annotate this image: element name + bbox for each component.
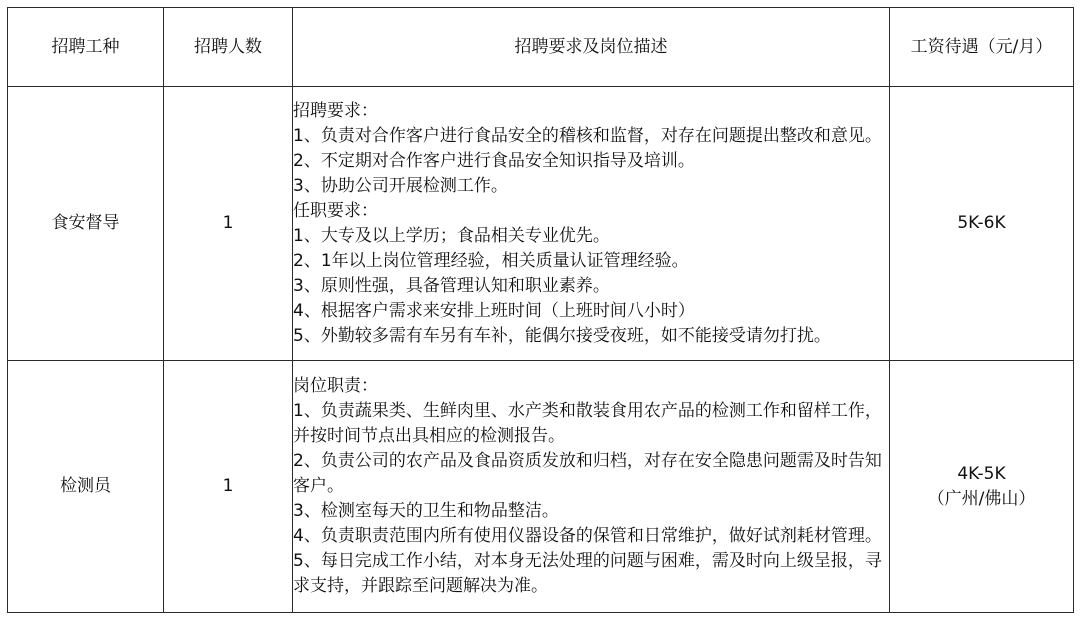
salary-cell xyxy=(890,87,1074,361)
header-count: 招聘人数 xyxy=(164,8,293,87)
recruitment-table xyxy=(7,7,1074,613)
description-line: 招聘要求： xyxy=(293,100,378,121)
table-row-food-safety-supervisor xyxy=(8,87,1074,361)
description-cell xyxy=(293,361,890,613)
position-cell: 食安督导 xyxy=(8,87,164,361)
description-line: 5、每日完成工作小结，对本身无法处理的问题与困难，需及时向上级呈报，寻求支持，并跟踪至问题解决为准。 xyxy=(293,551,882,596)
description-line: 岗位职责： xyxy=(293,376,378,396)
salary-value: 4K-5K xyxy=(957,463,1006,484)
description-line: 3、协助公司开展检测工作。 xyxy=(293,175,508,196)
description-line: 4、负责职责范围内所有使用仪器设备的保管和日常维护，做好试剂耗材管理。 xyxy=(293,526,882,546)
description-line: 任职要求： xyxy=(293,200,378,221)
description-line: 4、根据客户需求来安排上班时间（上班时间八小时） xyxy=(293,300,695,321)
description-line: 1、负责蔬果类、生鲜肉里、水产类和散装食用农产品的检测工作和留样工作，并按时间节点出具相应的检测报告。 xyxy=(293,401,882,446)
count-cell: 1 xyxy=(164,361,293,613)
table-row-inspector xyxy=(8,361,1074,613)
description-cell xyxy=(293,87,890,361)
header-description: 招聘要求及岗位描述 xyxy=(293,8,890,87)
description-line: 2、负责公司的农产品及食品资质发放和归档，对存在安全隐患问题需及时告知客户。 xyxy=(293,451,882,496)
header-row xyxy=(8,8,1074,87)
salary-cell xyxy=(890,361,1074,613)
description-line: 1、大专及以上学历；食品相关专业优先。 xyxy=(293,225,610,246)
header-position: 招聘工种 xyxy=(8,8,164,87)
count-cell: 1 xyxy=(164,87,293,361)
description-line: 1、负责对合作客户进行食品安全的稽核和监督，对存在问题提出整改和意见。 xyxy=(293,125,882,146)
description-line: 3、检测室每天的卫生和物品整洁。 xyxy=(293,501,559,521)
header-salary: 工资待遇（元/月） xyxy=(890,8,1074,87)
salary-value: 5K-6K xyxy=(957,213,1006,233)
description-line: 3、原则性强，具备管理认知和职业素养。 xyxy=(293,275,610,296)
salary-location-note: （广州/佛山） xyxy=(927,488,1036,509)
description-line: 5、外勤较多需有车另有车补，能偶尔接受夜班，如不能接受请勿打扰。 xyxy=(293,325,831,346)
description-line: 2、不定期对合作客户进行食品安全知识指导及培训。 xyxy=(293,150,695,171)
description-line: 2、1年以上岗位管理经验，相关质量认证管理经验。 xyxy=(293,250,689,271)
position-cell: 检测员 xyxy=(8,361,164,613)
